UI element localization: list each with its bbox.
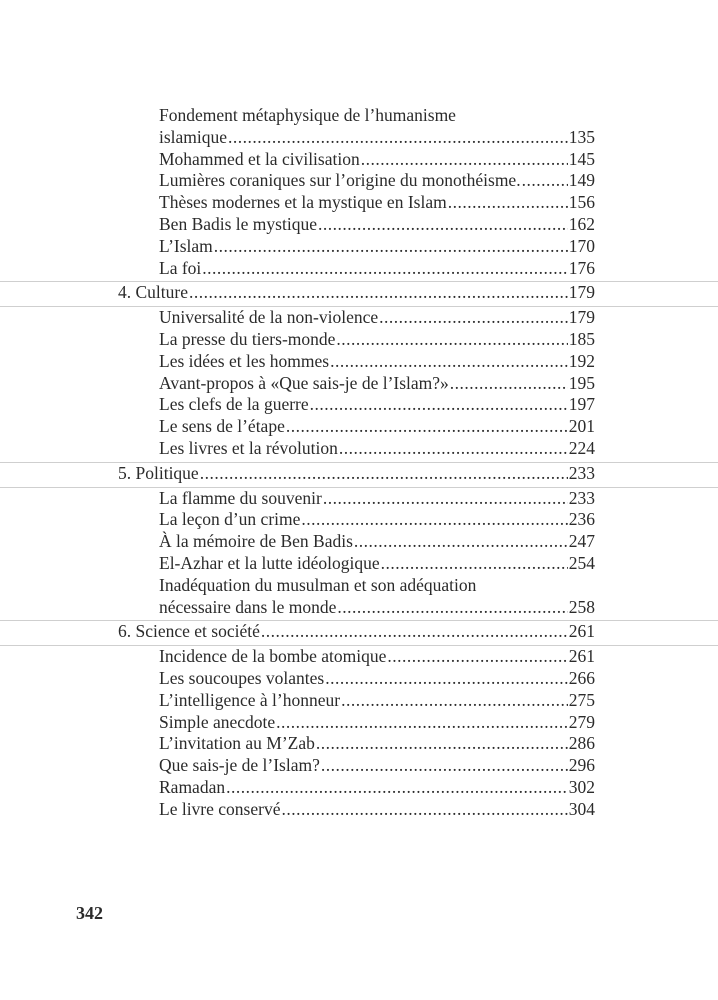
toc-entry-row [0,575,718,597]
dot-leader [286,416,568,438]
toc-line [159,509,595,531]
dot-leader [381,553,568,575]
toc-entry-row [0,105,718,127]
dot-leader [361,149,568,171]
toc-page-number: 149 [568,170,595,191]
toc-line [159,394,595,416]
toc-page-number: 254 [568,552,595,573]
dot-leader [261,621,568,643]
dot-leader [323,488,568,510]
toc-line [159,438,595,460]
toc-page-number: 302 [568,776,595,797]
toc-entry-title: La flamme du souvenir [159,487,322,508]
toc-page-number: 145 [568,148,595,169]
toc-line [159,777,595,799]
dot-leader [341,690,568,712]
toc-line [159,329,595,351]
toc-entry-title: L’Islam [159,235,213,256]
toc-line [159,597,595,619]
toc-line [159,690,595,712]
toc-page-number: 279 [568,711,595,732]
toc-page-number: 176 [568,257,595,278]
toc-line [159,575,595,597]
toc-entry-title: Les clefs de la guerre [159,394,309,415]
toc-page-number: 179 [568,282,595,303]
dot-leader [310,394,568,416]
toc-entry-title: L’intelligence à l’honneur [159,689,341,710]
toc-entry-title: La leçon d’un crime [159,509,301,530]
toc-section-title: 4. Culture [118,282,188,303]
toc-section-title: 6. Science et société [118,621,260,642]
toc-entry-row [0,509,718,531]
toc-page-number: 247 [568,531,595,552]
toc-line [159,170,595,192]
toc-entry-row [0,306,718,329]
toc-line [159,149,595,171]
toc-entry-title: La foi [159,257,202,278]
dot-leader [448,192,568,214]
toc-line [159,214,595,236]
toc-entry-row [0,690,718,712]
toc-page-number: 195 [568,372,595,393]
toc-entry-title: Incidence de la bombe atomique [159,646,387,667]
toc-page-number: 135 [568,126,595,147]
toc-line [159,712,595,734]
toc-page-number: 266 [568,667,595,688]
toc-line [159,668,595,690]
toc-line [159,351,595,373]
dot-leader [354,531,568,553]
toc-page-number: 304 [568,798,595,819]
toc-entry-title: Thèses modernes et la mystique en Islam [159,192,447,213]
dot-leader [200,463,568,485]
toc-page-number: 233 [568,462,595,483]
toc-page-number: 261 [568,646,595,667]
toc-entry-row [0,192,718,214]
toc-line [118,463,595,485]
dot-leader [189,282,568,304]
toc-entry-title: Les soucoupes volantes [159,667,325,688]
dot-leader [301,509,567,531]
dot-leader [387,646,567,668]
toc-section-title: 5. Politique [118,462,199,483]
dot-leader [318,214,568,236]
dot-leader [336,329,567,351]
toc-page-number: 197 [568,394,595,415]
toc-entry-row [0,799,718,821]
toc-line [159,733,595,755]
toc-page-number: 170 [568,235,595,256]
toc-page-number: 192 [568,350,595,371]
toc-line [159,553,595,575]
toc-entry-row [0,438,718,460]
toc-page-number: 156 [568,192,595,213]
toc-line [159,236,595,258]
dot-leader [522,170,568,192]
toc-entry-row [0,127,718,149]
toc-entry-title: Les idées et les hommes [159,350,330,371]
toc-entry-row [0,777,718,799]
toc-entry-title: La presse du tiers-monde [159,328,336,349]
toc-page-number: 224 [568,437,595,458]
dot-leader [226,777,568,799]
toc-page-number: 275 [568,689,595,710]
toc-page-number: 179 [568,307,595,328]
toc-entry-title: Fondement métaphysique de l’humanisme [159,105,456,125]
toc-line [159,416,595,438]
toc-entry-title: El-Azhar et la lutte idéologique [159,552,380,573]
toc-entry-row [0,531,718,553]
toc-page-number: 233 [568,487,595,508]
toc-entry-title: Le sens de l’étape [159,416,285,437]
toc-entry-row [0,645,718,668]
toc-line [159,307,595,329]
toc-entry-title: Le livre conservé [159,798,281,819]
toc-line [159,799,595,821]
dot-leader [202,258,567,280]
toc-line [118,621,595,643]
toc-entry-row [0,553,718,575]
dot-leader [228,127,568,149]
toc-line [159,105,595,127]
page-number: 342 [76,903,103,923]
toc-page-number: 261 [568,621,595,642]
dot-leader [379,307,568,329]
toc-line [159,373,595,395]
toc-page-number: 185 [568,328,595,349]
toc-entry-title: Que sais-je de l’Islam? [159,755,320,776]
toc-entry-row [0,236,718,258]
dot-leader [339,438,568,460]
dot-leader [450,373,568,395]
toc-entry-title: Simple anecdote [159,711,276,732]
toc-entry-row [0,668,718,690]
toc-page-number: 236 [568,509,595,530]
toc-entry-row [0,394,718,416]
toc-entry-title: Inadéquation du musulman et son adéquation [159,574,477,595]
dot-leader [276,712,568,734]
toc-entry-title: Les livres et la révolution [159,437,338,458]
toc-entry-row [0,170,718,192]
toc-page-number: 296 [568,755,595,776]
toc-line [118,282,595,304]
toc-line [159,192,595,214]
dot-leader [337,597,567,619]
toc-entry-row [0,258,718,280]
dot-leader [330,351,568,373]
toc-entry-row [0,755,718,777]
dot-leader [281,799,567,821]
toc-entry-row [0,733,718,755]
toc-line [159,646,595,668]
toc-line [159,127,595,149]
toc-page-number: 201 [568,416,595,437]
toc-section-row [0,620,718,643]
toc-line [159,531,595,553]
toc-entry-row [0,329,718,351]
toc-section-row [0,462,718,485]
toc-entry-title: Avant-propos à «Que sais-je de l’Islam?» [159,372,449,393]
dot-leader [316,733,568,755]
table-of-contents [0,105,718,821]
toc-line [159,258,595,280]
toc-entry-title: À la mémoire de Ben Badis [159,531,353,552]
toc-entry-row [0,351,718,373]
toc-entry-row [0,416,718,438]
toc-entry-title: Ramadan [159,776,226,797]
toc-line [159,488,595,510]
dot-leader [325,668,568,690]
toc-entry-title: Universalité de la non-violence [159,307,379,328]
toc-line [159,755,595,777]
dot-leader [321,755,568,777]
toc-entry-row [0,597,718,619]
toc-page-number: 162 [568,213,595,234]
toc-entry-row [0,149,718,171]
toc-entry-title: Ben Badis le mystique [159,213,317,234]
toc-section-row [0,281,718,304]
toc-entry-row [0,712,718,734]
toc-entry-title: Lumières coraniques sur l’origine du monothéisme. [159,170,521,191]
toc-entry-title: L’invitation au M’Zab [159,733,315,754]
toc-entry-row [0,373,718,395]
toc-entry-title: islamique [159,126,228,147]
toc-page-number: 286 [568,733,595,754]
toc-entry-row [0,487,718,510]
dot-leader [214,236,568,258]
toc-entry-title: nécessaire dans le monde [159,596,337,617]
toc-page-number: 258 [568,596,595,617]
toc-entry-title: Mohammed et la civilisation [159,148,360,169]
toc-entry-row [0,214,718,236]
